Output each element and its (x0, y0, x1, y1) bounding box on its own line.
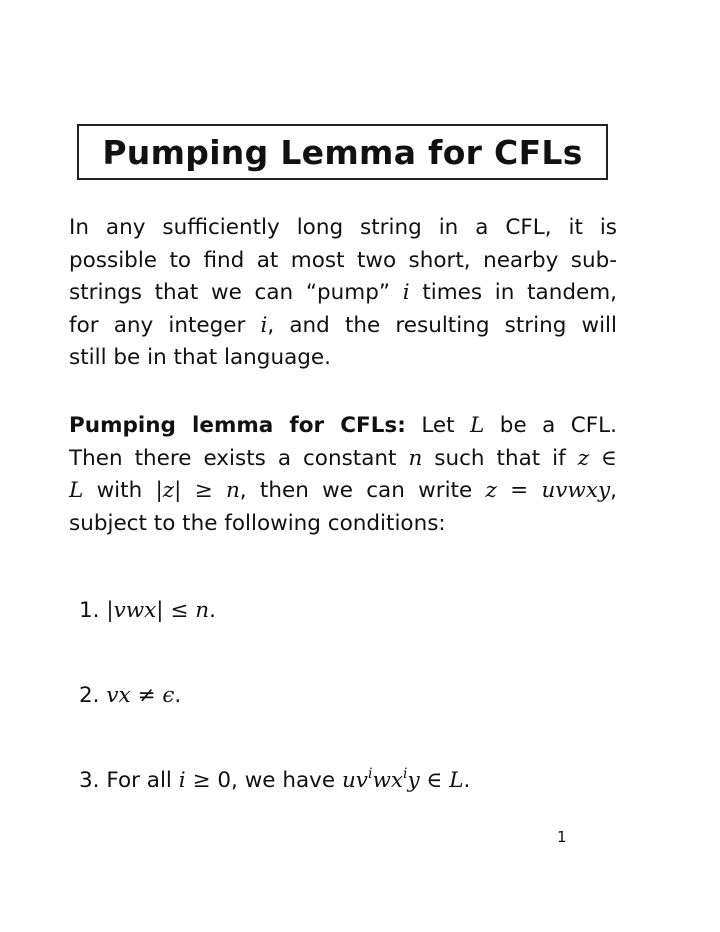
math-symbol: ∈ (601, 445, 617, 471)
condition-number: 3. (79, 768, 100, 793)
math-symbol: ≥ (194, 478, 213, 503)
math-var: L (69, 478, 84, 503)
intro-text: for any integer (69, 312, 246, 338)
intro-line-5: still be in that language. (69, 345, 331, 370)
math-var: z (485, 478, 497, 503)
intro-line-1: In any sufficiently long string in a CFL, it is (69, 215, 617, 240)
math-symbol: ∈ (426, 768, 443, 793)
math-var: ϵ (162, 683, 175, 708)
superscript: i (367, 766, 373, 782)
condition-end: . (463, 768, 471, 793)
math-var: L (449, 768, 464, 793)
math-var: z (577, 445, 590, 471)
condition-number: 1. (79, 598, 100, 623)
lemma-heading: Pumping lemma for CFLs: (69, 413, 406, 438)
lemma-text: be a CFL. (499, 413, 617, 438)
lemma-text: with (96, 478, 143, 503)
condition-number: 2. (79, 683, 100, 708)
lemma-text: such that if (434, 445, 566, 471)
condition-text: 0, we have (217, 768, 336, 793)
math-expr: vx (106, 683, 131, 708)
intro-text: , and the resulting string will (267, 312, 617, 338)
intro-text: times in tandem, (422, 280, 618, 305)
math-var: i (178, 768, 186, 793)
math-var: i (260, 312, 268, 338)
condition-end: . (209, 598, 216, 623)
math-var: i (402, 280, 410, 305)
math-var: n (195, 598, 210, 623)
math-var: n (225, 478, 240, 503)
math-part: uv (341, 768, 368, 793)
condition-end: . (174, 683, 182, 708)
lemma-line-2 (69, 443, 617, 476)
condition-2 (79, 681, 181, 711)
intro-line-2: possible to find at most two short, nearby sub- (69, 247, 617, 273)
intro-line-4 (69, 310, 617, 343)
intro-paragraph (69, 212, 617, 375)
lemma-line-4: subject to the following conditions: (69, 510, 446, 536)
lemma-text: Then there exists a constant (69, 445, 397, 471)
math-var: L (470, 413, 485, 438)
page-title: Pumping Lemma for CFLs (102, 132, 583, 172)
intro-text: strings that we can “pump” (69, 280, 390, 305)
math-expr: |z| (155, 478, 182, 503)
lemma-text: , (610, 478, 617, 503)
math-symbol: ≤ (170, 598, 189, 623)
math-expr: uvwxy (541, 478, 611, 503)
lemma-text: Let (421, 413, 455, 438)
math-symbol: ≠ (137, 683, 156, 708)
title-box (77, 124, 608, 180)
lemma-line-3 (69, 475, 617, 508)
math-part: wx (372, 768, 403, 793)
superscript: i (402, 766, 408, 782)
math-symbol: = (510, 478, 529, 503)
page-number: 1 (557, 828, 567, 846)
math-expr (342, 768, 420, 793)
lemma-text: , then we can write (239, 478, 473, 503)
math-var: n (408, 445, 423, 471)
condition-1 (79, 596, 216, 626)
condition-3 (79, 766, 470, 796)
math-symbol: ≥ (192, 768, 211, 793)
intro-line-3 (69, 277, 617, 310)
lemma-paragraph (69, 410, 617, 540)
math-expr: |vwx| (106, 598, 164, 623)
math-part: y (407, 768, 420, 793)
lemma-line-1 (69, 410, 617, 443)
condition-text: For all (106, 768, 172, 793)
